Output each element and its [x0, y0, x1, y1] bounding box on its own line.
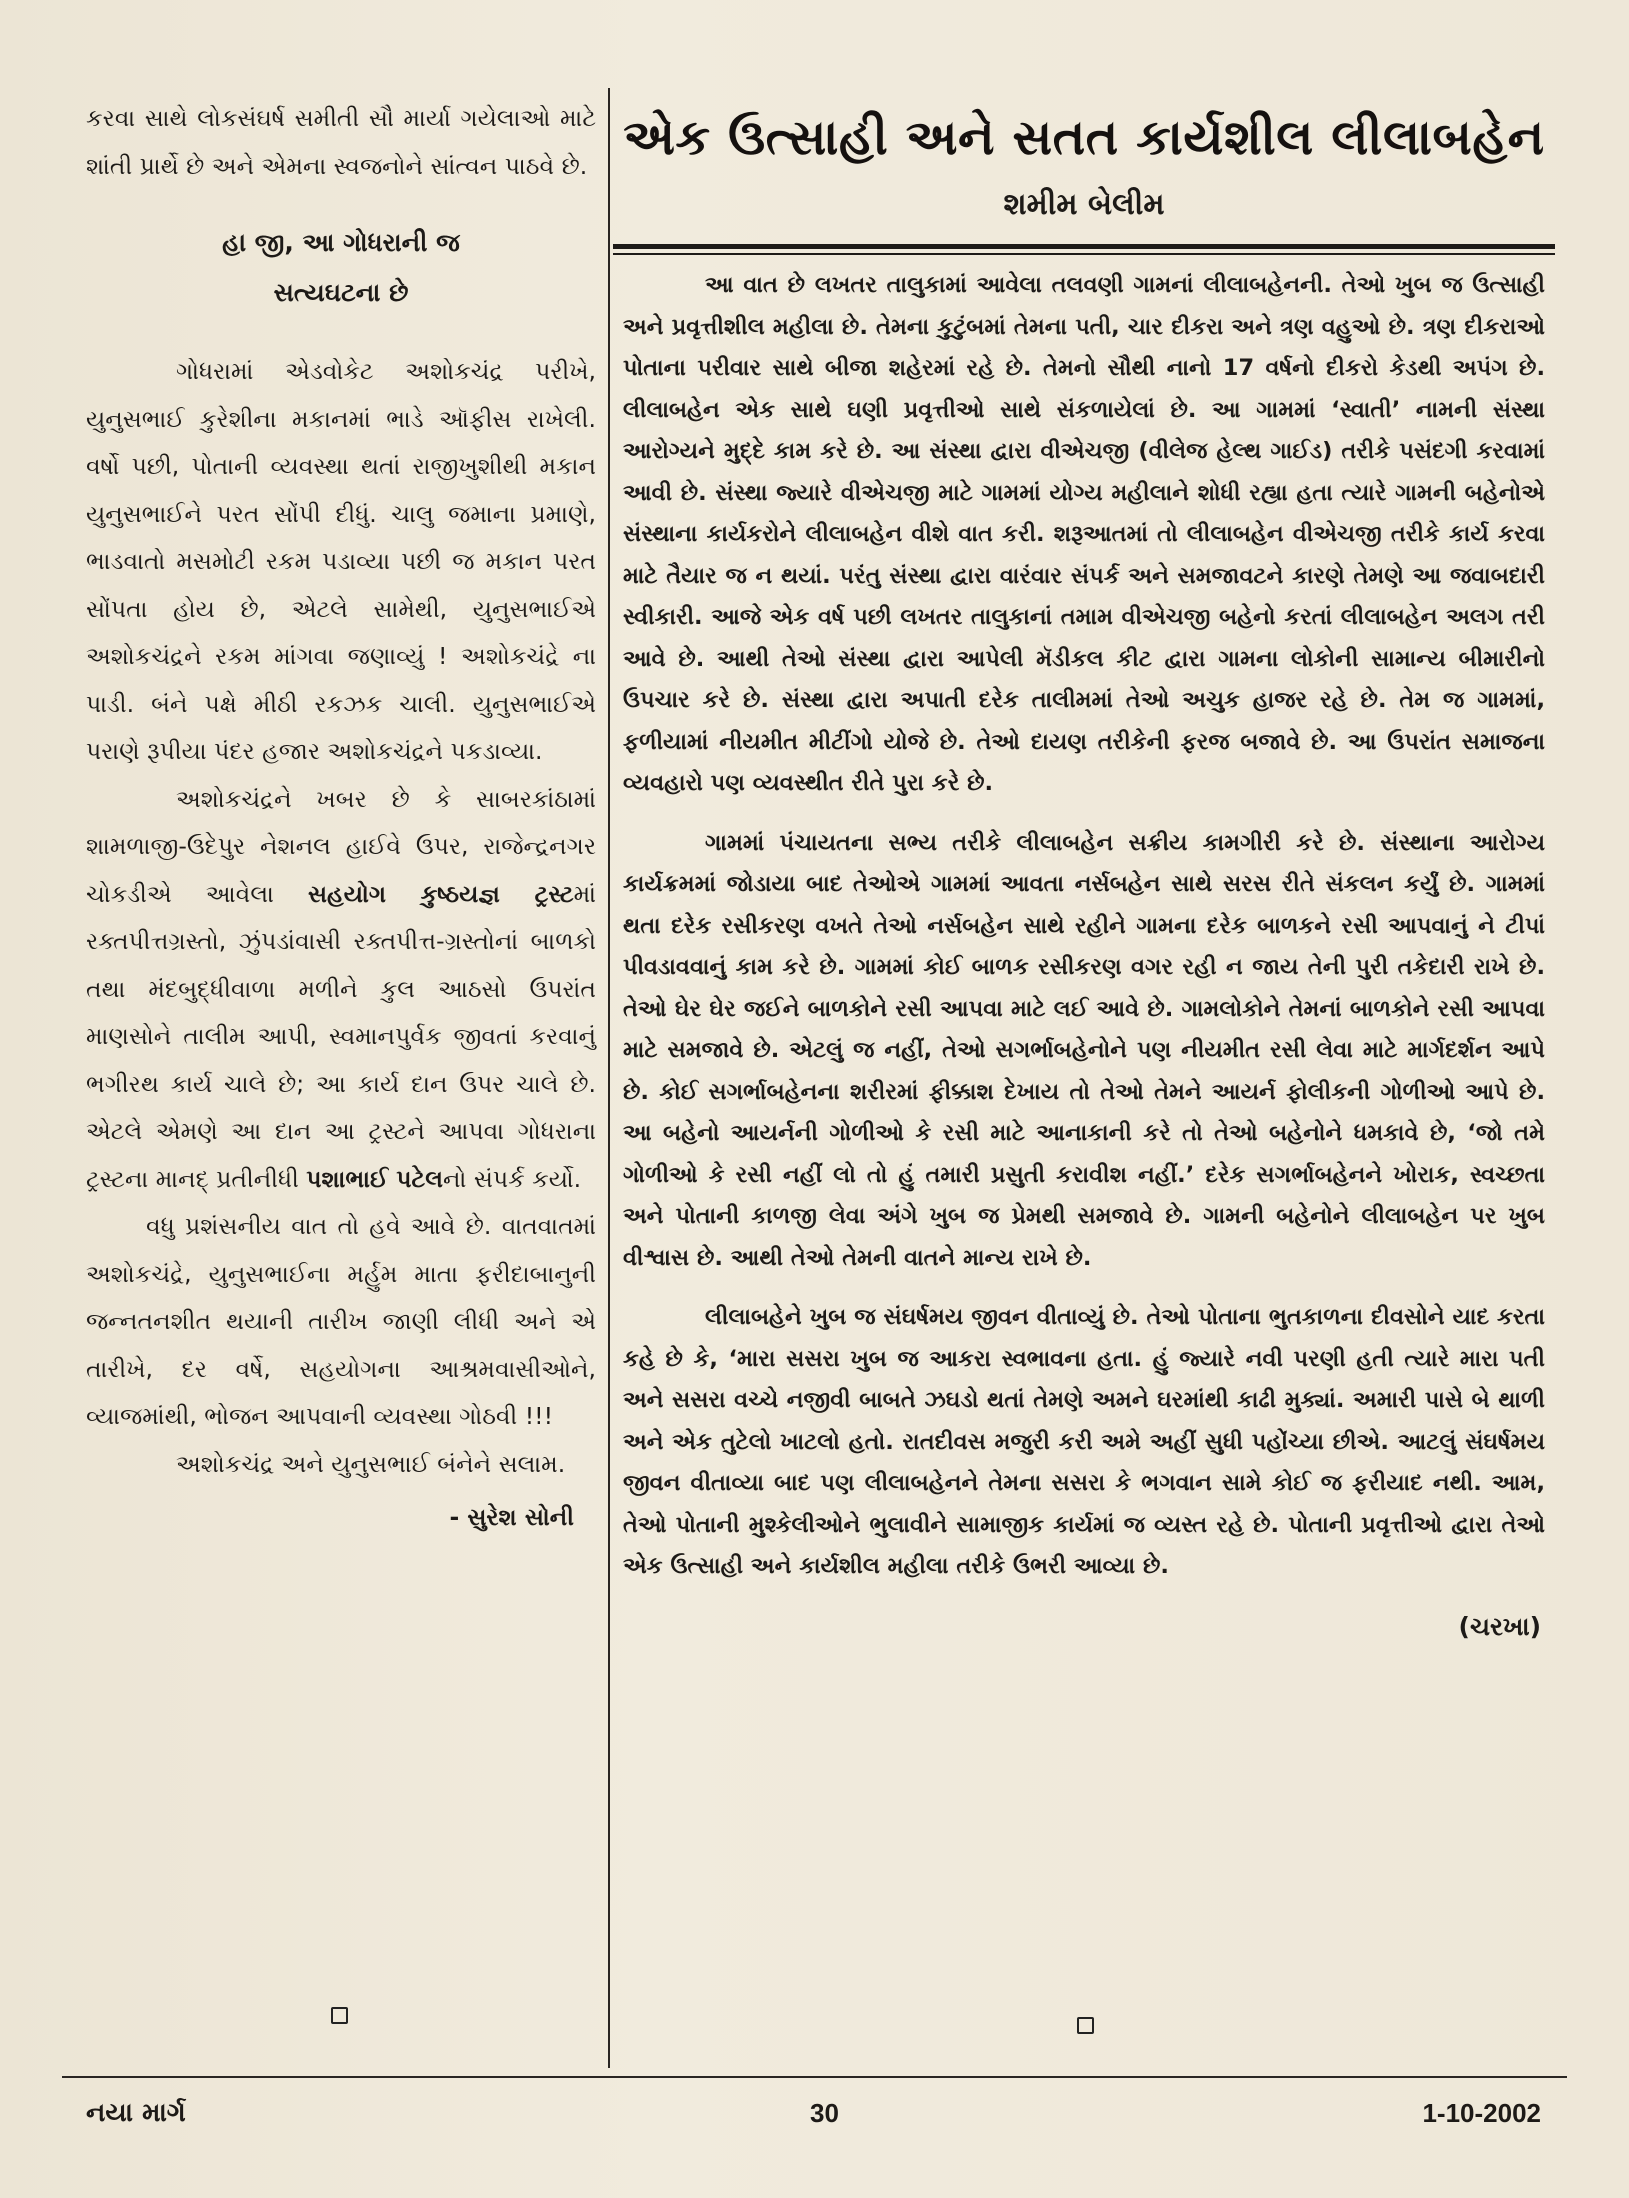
- article-paragraph-1: આ વાત છે લખતર તાલુકામાં આવેલા તલવણી ગામનાં લીલાબહેનની. તેઓ ખુબ જ ઉત્સાહી અને પ્રવૃત્તીશીલ મહીલા છે. તેમના કુટુંબમાં તેમના પતી, ચાર દીકરા અને ત્રણ વહુઓ છે. ત્રણ દીકરાઓ પોતાના પરીવાર સાથે બીજા શહેરમાં રહે છે. તેમનો સૌથી નાનો 17 વર્ષનો દીકરો કેડથી અપંગ છે. લીલાબહેન એક સાથે ઘણી પ્રવૃત્તીઓ સાથે સંકળાયેલાં છે. આ ગામમાં ‘સ્વાતી’ નામની સંસ્થા આરોગ્યને મુદ્દે કામ કરે છે. આ સંસ્થા દ્વારા વીએચજી (વીલેજ હેલ્થ ગાઈડ) તરીકે પસંદગી કરવામાં આવી છે. સંસ્થા જ્યારે વીએચજી માટે ગામમાં યોગ્ય મહીલાને શોધી રહ્યા હતા ત્યારે ગામની બહેનોએ સંસ્થાના કાર્યકરોને લીલાબહેન વીશે વાત કરી. શરૂઆતમાં તો લીલાબહેન વીએચજી તરીકે કાર્ય કરવા માટે તૈયાર જ ન થયાં. પરંતુ સંસ્થા દ્વારા વારંવાર સંપર્ક અને સમજાવટને કારણે તેમણે આ જવાબદારી સ્વીકારી. આજે એક વર્ષ પછી લખતર તાલુકાનાં તમામ વીએચજી બહેનો કરતાં લીલાબહેન અલગ તરી આવે છે. આથી તેઓ સંસ્થા દ્વારા આપેલી મૅડીકલ કીટ દ્વારા ગામના લોકોની સામાન્ય બીમારીનો ઉપચાર કરે છે. સંસ્થા દ્વારા અપાતી દરેક તાલીમમાં તેઓ અચુક હાજર રહે છે. તેમ જ ગામમાં, ફળીયામાં નીયમીત મીટીંગો યોજે છે. તેઓ દાયણ તરીકેની ફરજ બજાવે છે. આ ઉપરાંત સમાજના વ્યવહારો પણ વ્યવસ્થીત રીતે પુરા કરે છે.: [623, 272, 1545, 796]
- article-source: (ચરખા): [1458, 1611, 1541, 1641]
- left-paragraph-1: ગોધરામાં એડવોકેટ અશોકચંદ્ર પરીખે, યુનુસભાઈ કુરેશીના મકાનમાં ભાડે ઑફીસ રાખેલી. વર્ષો પછી, પોતાની વ્યવસ્થા થતાં રાજીખુશીથી મકાન યુનુસભાઈને પરત સોંપી દીધું. ચાલુ જમાના પ્રમાણે, ભાડવાતો મસમોટી રકમ પડાવ્યા પછી જ મકાન પરત સોંપતા હોય છે, એટલે સામેથી, યુનુસભાઈએ અશોકચંદ્રને રકમ માંગવા જણાવ્યું ! અશોકચંદ્રે ના પાડી. બંને પક્ષે મીઠી રકઝક ચાલી. યુનુસભાઈએ પરાણે રૂપીયા પંદર હજાર અશોકચંદ્રને પકડાવ્યા.: [86, 357, 596, 765]
- end-mark-icon: [1077, 2017, 1094, 2034]
- side-heading-line2: સત્યઘટના છે: [273, 278, 409, 307]
- page-number: 30: [810, 2098, 839, 2128]
- main-article: [613, 100, 1555, 1647]
- article-body: [613, 265, 1555, 1647]
- magazine-name: નયા માર્ગ: [86, 2098, 186, 2128]
- article-author: શમીમ બેલીમ: [1003, 187, 1165, 222]
- left-paragraph-2-end: નો સંપર્ક કર્યો.: [442, 1164, 582, 1193]
- left-paragraph-2: [86, 776, 596, 1204]
- left-paragraph-3: વધુ પ્રશંસનીય વાત તો હવે આવે છે. વાતવાતમાં અશોકચંદ્રે, યુનુસભાઈના મર્હુમ માતા ફરીદાબાનુની જન્નતનશીત થયાની તારીખ જાણી લીધી અને એ તારીખે, દર વર્ષે, સહયોગના આશ્રમવાસીઓને, વ્યાજમાંથી, ભોજન આપવાની વ્યવસ્થા ગોઠવી !!!: [86, 1212, 596, 1430]
- left-paragraph-4: અશોકચંદ્ર અને યુનુસભાઈ બંનેને સલામ.: [176, 1449, 566, 1478]
- left-paragraph-2-start: અશોકચંદ્રને ખબર છે કે સાબરકાંઠામાં શામળાજી-ઉદેપુર નેશનલ હાઈવે ઉપર, રાજેન્દ્રનગર ચોકડીએ આવેલા: [86, 784, 596, 908]
- left-column: [86, 95, 596, 1542]
- author-signature: - સુરેશ સોની: [449, 1503, 574, 1531]
- left-intro-text: કરવા સાથે લોકસંઘર્ષ સમીતી સૌ માર્યા ગયેલાઓ માટે શાંતી પ્રાર્થે છે અને એમના સ્વજનોને સાંત્વન પાઠવે છે.: [86, 104, 596, 180]
- title-rule-thick: [613, 244, 1555, 249]
- side-article-heading: [86, 218, 596, 318]
- left-paragraph-2-middle: માં રક્તપીત્તગ્રસ્તો, ઝુંપડાંવાસી રક્તપીત્ત-ગ્રસ્તોનાં બાળકો તથા મંદબુદ્ધીવાળા મળીને કુલ આઠસો ઉપરાંત માણસોને તાલીમ આપી, સ્વમાનપુર્વક જીવતાં કરવાનું ભગીરથ કાર્ય ચાલે છે; આ કાર્ય દાન ઉપર ચાલે છે. એટલે એમણે આ દાન આ ટ્રસ્ટને આપવા ગોધરાના ટ્રસ્ટના માનદ્ પ્રતીનીધી: [86, 879, 596, 1193]
- column-divider: [608, 88, 610, 2068]
- article-paragraph-2: ગામમાં પંચાયતના સભ્ય તરીકે લીલાબહેન સક્રીય કામગીરી કરે છે. સંસ્થાના આરોગ્ય કાર્યક્રમમાં જોડાયા બાદ તેઓએ ગામમાં આવતા નર્સબહેન સાથે સરસ રીતે સંકલન કર્યું છે. ગામમાં થતા દરેક રસીકરણ વખતે તેઓ નર્સબહેન સાથે રહીને ગામના દરેક બાળકને રસી આપવાનું ને ટીપાં પીવડાવવાનું કામ કરે છે. ગામમાં કોઈ બાળક રસીકરણ વગર રહી ન જાય તેની પુરી તકેદારી રાખે છે. તેઓ ઘેર ઘેર જઈને બાળકોને રસી આપવા માટે લઈ આવે છે. ગામલોકોને તેમનાં બાળકોને રસી આપવા માટે સમજાવે છે. એટલું જ નહીં, તેઓ સગર્ભાબહેનોને પણ નીયમીત રસી લેવા માટે માર્ગદર્શન આપે છે. કોઈ સગર્ભાબહેનના શરીરમાં ફીક્કાશ દેખાય તો તેઓ તેમને આયર્ન ફોલીકની ગોળીઓ આપે છે. આ બહેનો આયર્નની ગોળીઓ કે રસી માટે આનાકાની કરે તો તેઓ બહેનોને ધમકાવે છે, ‘જો તમે ગોળીઓ કે રસી નહીં લો તો હું તમારી પ્રસુતી કરાવીશ નહીં.’ દરેક સગર્ભાબહેનને ખોરાક, સ્વચ્છતા અને પોતાની કાળજી લેવા અંગે ખુબ જ પ્રેમથી સમજાવે છે. ગામની બહેનોને લીલાબહેન પર ખુબ વીશ્વાસ છે. આથી તેઓ તેમની વાતને માન્ય રાખે છે.: [623, 829, 1545, 1271]
- end-mark-icon: [331, 2007, 348, 2024]
- side-heading-line1: હા જી, આ ગોધરાની જ: [222, 228, 460, 257]
- trust-name: સહયોગ કુષ્ઠયજ્ઞ ટ્રસ્ટ: [307, 879, 574, 908]
- footer-rule: [62, 2076, 1567, 2078]
- representative-name: પશાભાઈ પટેલ: [306, 1164, 443, 1193]
- article-title: એક ઉત્સાહી અને સતત કાર્યશીલ લીલાબહેન: [623, 109, 1545, 166]
- article-paragraph-3: લીલાબહેને ખુબ જ સંઘર્ષમય જીવન વીતાવ્યું છે. તેઓ પોતાના ભુતકાળના દીવસોને યાદ કરતા કહે છે કે, ‘મારા સસરા ખુબ જ આકરા સ્વભાવના હતા. હું જ્યારે નવી પરણી હતી ત્યારે મારા પતી અને સસરા વચ્ચે નજીવી બાબતે ઝઘડો થતાં તેમણે અમને ઘરમાંથી કાઢી મુક્યાં. અમારી પાસે બે થાળી અને એક તુટેલો ખાટલો હતો. રાતદીવસ મજુરી કરી અમે અહીં સુધી પહોંચ્યા છીએ. આટલું સંઘર્ષમય જીવન વીતાવ્યા બાદ પણ લીલાબહેનને તેમના સસરા કે ભગવાન સામે કોઈ જ ફરીયાદ નથી. આમ, તેઓ પોતાની મુશ્કેલીઓને ભુલાવીને સામાજીક કાર્યમાં જ વ્યસ્ત રહે છે. પોતાની પ્રવૃત્તીઓ દ્વારા તેઓ એક ઉત્સાહી અને કાર્યશીલ મહીલા તરીકે ઉભરી આવ્યા છે.: [623, 1304, 1545, 1579]
- title-rule-thin: [613, 253, 1555, 255]
- issue-date: 1-10-2002: [1422, 2098, 1541, 2128]
